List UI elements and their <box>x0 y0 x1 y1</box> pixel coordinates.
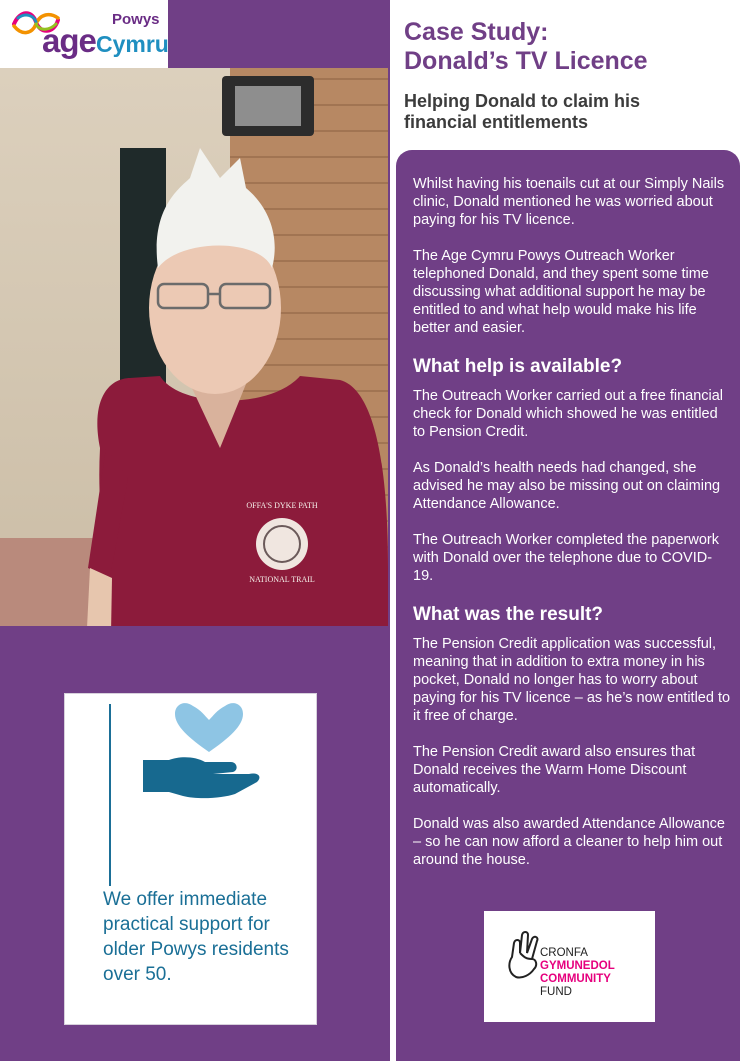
fund-line-4: FUND <box>540 986 572 998</box>
donald-photo <box>0 68 388 626</box>
heading-result: What was the result? <box>413 604 604 625</box>
story-panel <box>396 150 740 904</box>
hand-heart-icon <box>139 698 279 806</box>
crossed-fingers-icon <box>504 929 542 979</box>
help-paragraph-2: As Donald’s health needs had changed, she advised he may also be missing out on claiming Attendance Allowance. <box>413 460 721 512</box>
page-title <box>404 18 648 76</box>
support-card <box>64 693 317 1025</box>
community-fund-text <box>540 947 615 999</box>
security-lamp-lens <box>235 86 301 126</box>
logo-cymru-text: Cymru <box>96 31 169 57</box>
story-content <box>413 175 731 887</box>
page-title-line2: Donald’s TV Licence <box>404 47 648 75</box>
fund-line-2: GYMUNEDOL <box>540 960 615 972</box>
case-study-header <box>390 0 750 150</box>
help-paragraph-3: The Outreach Worker completed the paperwork with Donald over the telephone due to COVID-19. <box>413 532 719 584</box>
result-paragraph-3: Donald was also awarded Attendance Allowance – so he can now afford a cleaner to help him out around the house. <box>413 816 725 868</box>
intro-paragraph-1: Whilst having his toenails cut at our Simply Nails clinic, Donald mentioned he was worried about paying for his TV licence. <box>413 176 725 228</box>
age-cymru-logo[interactable] <box>0 0 168 68</box>
result-paragraph-2: The Pension Credit award also ensures that Donald receives the Warm Home Discount automatically. <box>413 744 696 796</box>
result-paragraph-1: The Pension Credit application was successful, meaning that in addition to extra money in his pocket, Donald no longer has to worry about paying for his TV licence – as he’s now entitled to it free of charge. <box>413 636 731 724</box>
shirt-badge-bottom: NATIONAL TRAIL <box>249 575 315 584</box>
intro-paragraph-2: The Age Cymru Powys Outreach Worker telephoned Donald, and they spent some time discussing what additional support he may be entitled to and what help would make his life better and easier. <box>413 248 709 336</box>
fund-line-1: CRONFA <box>540 947 588 959</box>
page-subtitle-line1: Helping Donald to claim his <box>404 91 641 111</box>
logo-age-text: age <box>42 22 96 59</box>
heading-help-available: What help is available? <box>413 356 623 377</box>
page-subtitle <box>404 91 640 133</box>
page-subtitle-line2: financial entitlements <box>404 112 589 132</box>
donald-figure <box>70 148 388 626</box>
community-fund-logo[interactable] <box>484 911 655 1022</box>
shirt-badge-top: OFFA'S DYKE PATH <box>246 501 318 510</box>
logo-region-text: Powys <box>112 11 160 28</box>
page-title-line1: Case Study: <box>404 18 549 46</box>
support-card-text: We offer immediate practical support for older Powys residents over 50. <box>103 889 289 985</box>
fund-line-3: COMMUNITY <box>540 973 611 985</box>
help-paragraph-1: The Outreach Worker carried out a free financial check for Donald which showed he was entitled to Pension Credit. <box>413 388 724 440</box>
accent-line <box>109 704 111 886</box>
